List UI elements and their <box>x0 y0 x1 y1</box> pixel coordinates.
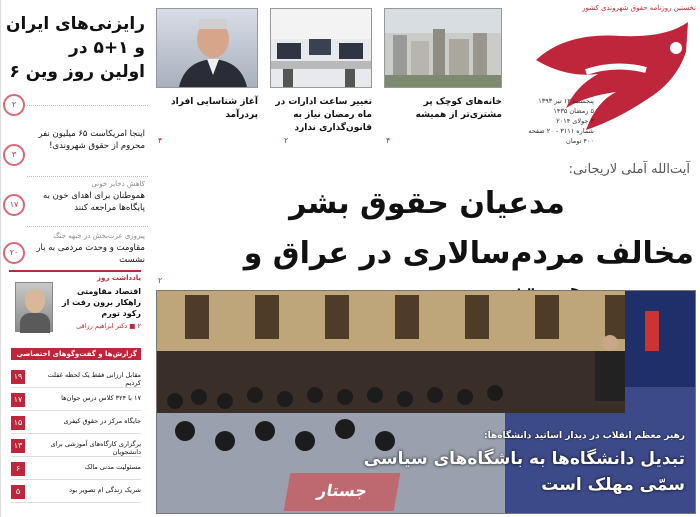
issue-info: پنجشنبه ۱۲ تیر ۱۳۹۳ ۵ رمضان ۱۴۳۵ ۳ جولای ۲۰۱۴ شماره ۳۱۱۱ - ۲۰ صفحه ۴۰۰ تومان <box>528 97 594 145</box>
page-number: ۱۷ <box>11 393 25 407</box>
page-badge: ۲ <box>3 94 25 116</box>
left-item[interactable]: کاهش ذخایر خونی هموطنان برای اهدای خون به پایگاه‌ها مراجعه کنند <box>43 180 145 213</box>
masthead-tagline: نخستین روزنامه حقوق شهروندی کشور <box>582 4 696 12</box>
note-headline: اقتصاد مقاومتی راهکار برون رفت از رکود تورم <box>62 287 141 318</box>
top-story-person[interactable] <box>156 8 258 145</box>
source-watermark: جستار <box>284 473 401 511</box>
top-story-caption: آغاز شناسایی افراد پردرآمد <box>171 97 258 120</box>
photo-caption-kicker: رهبر معظم انقلاب در دیدار اساتید دانشگاه‌ها: <box>483 431 685 441</box>
main-headline-line2[interactable]: مخالف مردم‌سالاری در عراق و <box>243 236 694 271</box>
page-number: ۴ <box>386 136 391 145</box>
office-photo <box>270 8 372 88</box>
page-number: ۵ <box>11 485 25 499</box>
list-item[interactable]: ۱۷ با ۳۲۴ کلاس درس جوان‌ها ۱۷ <box>11 389 141 411</box>
divider <box>27 226 148 227</box>
divider <box>27 176 148 177</box>
list-item[interactable]: مقابل ارزانی فقط یک لحظه غفلت کردیم ۱۹ <box>11 366 141 388</box>
page-badge: ۱۷ <box>3 194 25 216</box>
page-badge: ۳ <box>3 144 25 166</box>
reports-list <box>11 348 141 513</box>
top-story-caption: خانه‌های کوچک پر مشتری‌تر از همیشه <box>415 97 502 120</box>
left-item-text: هموطنان برای اهدای خون به پایگاه‌ها مراجعه کنند <box>43 191 145 213</box>
top-story-office[interactable] <box>270 8 372 145</box>
left-item-text: مقاومت و وحدت مردمی به بار نشست <box>36 243 145 265</box>
main-headline-line1[interactable]: مدعیان حقوق بشر <box>289 186 565 221</box>
left-item-text: اینجا امریکاست ۶۵ میلیون نفر محروم از حقوق شهروندی! <box>38 129 145 151</box>
list-item[interactable]: جایگاه مرکز در حقوق کیفری ۱۵ <box>11 412 141 434</box>
page-number: ۲ <box>284 136 289 145</box>
page-number: ۴ <box>158 136 163 145</box>
left-headline-line: رایزنی‌های ایران <box>6 14 145 34</box>
list-item[interactable]: برگزاری کارگاه‌های آموزشی برای دانشجویان ۱۳ <box>11 435 141 457</box>
portrait-photo <box>156 8 258 88</box>
page-number: ۲ <box>158 276 163 285</box>
left-headline-line: و ۱+۵ در <box>69 38 145 58</box>
reports-list-title: گزارش‌ها و گفت‌وگوهای اختصاصی <box>11 348 141 360</box>
note-author: ۲ ■ دکتر ابراهیم رزاقی <box>76 322 141 330</box>
left-headline[interactable] <box>5 12 145 84</box>
left-item[interactable]: پیروزی عزت‌بخش در جبهه جنگ مقاومت و وحدت مردمی به بار نشست <box>36 232 145 265</box>
left-item[interactable] <box>29 128 145 152</box>
note-section-title: یادداشت روز <box>97 274 141 282</box>
page-badge: ۲۰ <box>3 242 25 264</box>
main-photo[interactable] <box>156 290 696 514</box>
photo-caption-line2: سمّی مهلک است <box>541 475 685 495</box>
top-story-caption: تغییر ساعت ادارات در ماه رمضان نیاز به قانون‌گذاری ندارد <box>275 97 372 133</box>
page-number: ۱۹ <box>11 370 25 384</box>
divider <box>27 105 148 106</box>
page-number: ۱۳ <box>11 439 25 453</box>
masthead <box>512 0 700 148</box>
author-photo <box>15 282 53 332</box>
photo-caption-line1: تبدیل دانشگاه‌ها به باشگاه‌های سیاسی <box>363 449 685 469</box>
page-number: ۶ <box>11 462 25 476</box>
main-kicker: آیت‌الله آملی لاریجانی: <box>568 162 690 177</box>
page-number: ۱۵ <box>11 416 25 430</box>
list-item[interactable]: مسئولیت مدنی مالک ۶ <box>11 458 141 480</box>
city-photo <box>384 8 502 88</box>
top-story-city[interactable] <box>384 8 502 145</box>
list-item[interactable]: شریک زندگی ام تصویر بود ۵ <box>11 481 141 503</box>
editorial-note[interactable] <box>9 270 141 340</box>
left-column <box>0 0 148 517</box>
left-headline-line: اولین روز وین ۶ <box>9 62 145 82</box>
